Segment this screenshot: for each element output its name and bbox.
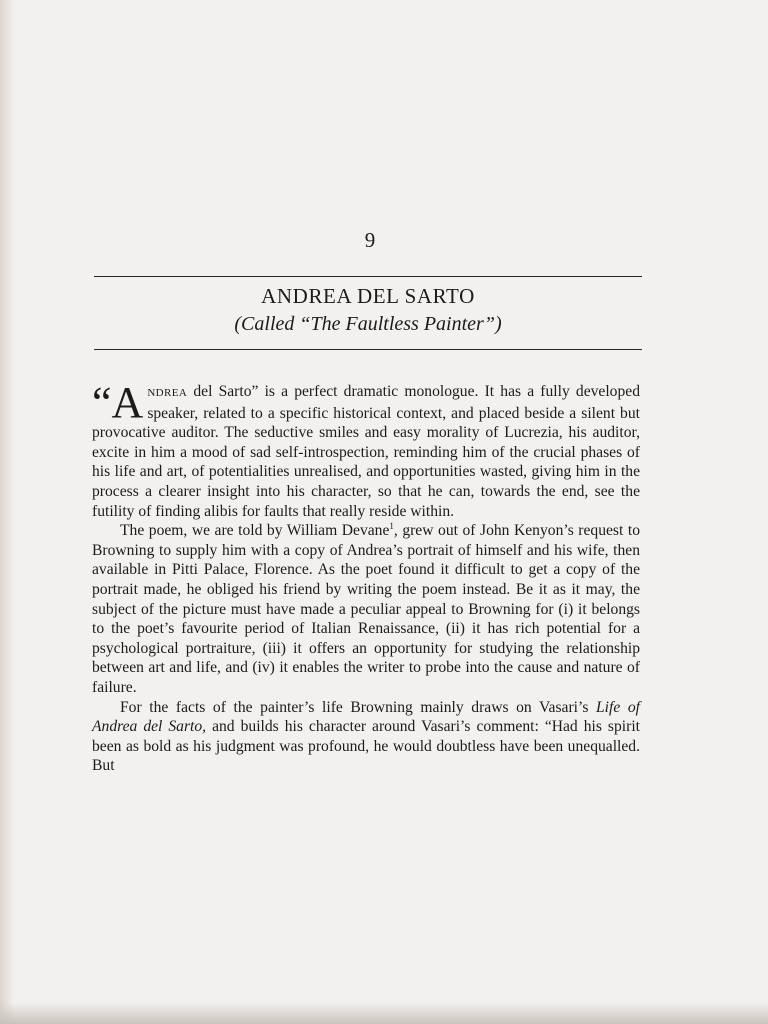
paragraph-1-text: del Sarto” is a perfect dramatic monologue. It has a fully developed speaker, related to a specific historical context, and placed beside a silent but provocative auditor. The seductive smiles and easy morality of Lucrezia, his auditor, excite in him a mood of sad self-introspection, reminding him of the crucial phases of his life and art, of potentialities unrealised, and opportunities wasted, giving him in the process a clearer insight into his character, so that he can, towards the end, see the futility of finding alibis for faults that really reside within. [92,383,640,520]
paragraph-3-text-start: For the facts of the painter’s life Browning mainly draws on Vasari’s [120,698,596,716]
paragraph-2 [92,521,640,697]
paragraph-2-text-start: The poem, we are told by William Devane [120,522,390,540]
small-caps-lead: NDREA [147,387,188,399]
book-title: Life of Andrea del Sarto, [92,698,640,736]
title-rule-bottom [94,349,642,350]
page-edge-shadow-bottom [0,1002,768,1024]
title-rule-top [94,276,642,277]
paragraph-2-text-end: , grew out of John Kenyon’s request to Browning to supply him with a copy of Andrea’s portrait of himself and his wife, then available in Pitti Palace, Florence. As the poet found it difficult to get a copy of the portrait made, he obliged his friend by writing the poem instead. Be it as it may, the subject of the picture must have made a peculiar appeal to Browning for (i) it belongs to the poet’s favourite period of Italian Renaissance, (ii) it has rich potential for a psychological portraiture, (iii) it offers an opportunity for studying the relationship between art and life, and (iv) it enables the writer to probe into the cause and nature of failure. [92,522,640,696]
chapter-title: ANDREA DEL SARTO [261,284,475,308]
page-edge-shadow-left [0,0,14,1024]
paragraph-1 [92,378,640,521]
drop-cap [92,378,144,427]
paragraph-3 [92,698,640,776]
body-text [92,378,640,776]
footnote-marker: 1 [389,520,394,531]
paragraph-3-text-end: and builds his character around Vasari’s comment: “Had his spirit been as bold as his judgment was profound, he would doubtless have been unequalled. But [92,718,640,775]
drop-cap-letter: A [111,378,144,427]
opening-quote: “ [92,378,112,427]
chapter-subtitle: (Called “The Faultless Painter”) [234,313,502,335]
chapter-number: 9 [364,228,376,252]
